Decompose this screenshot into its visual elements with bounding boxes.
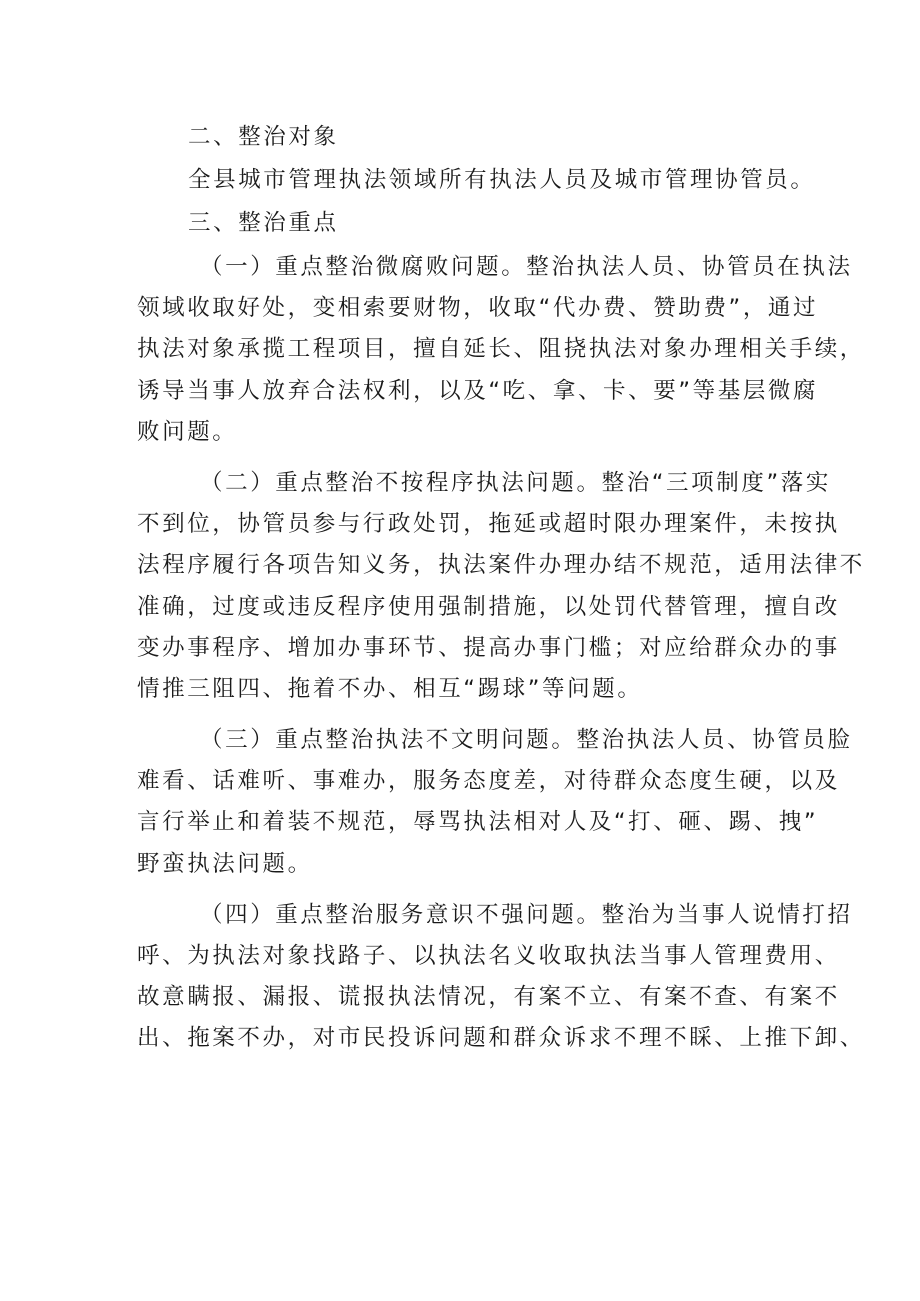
paragraph-line: 野蛮执法问题。: [137, 850, 313, 877]
section-heading-focus: 三、整治重点: [188, 210, 339, 236]
paragraph-line: 准确，过度或违反程序使用强制措施，以处罚代替管理，擅自改: [137, 593, 840, 620]
paragraph-line: 法程序履行各项告知义务，执法案件办理办结不规范，适用法律不: [137, 552, 865, 579]
paragraph-line: 言行举止和着装不规范，辱骂执法相对人及“打、砸、踢、拽”: [137, 809, 819, 836]
section-body-targets: 全县城市管理执法领域所有执法人员及城市管理协管员。: [188, 167, 816, 193]
paragraph-line: 败问题。: [137, 418, 238, 445]
paragraph-civility: [137, 720, 853, 885]
paragraph-line: 故意瞒报、漏报、谎报执法情况，有案不立、有案不查、有案不: [137, 984, 840, 1011]
document-body: [137, 116, 865, 1060]
paragraph-line: （二）重点整治不按程序执法问题。整治“三项制度”落实: [200, 469, 831, 496]
paragraph-line: 出、拖案不办，对市民投诉问题和群众诉求不理不睬、上推下卸、: [137, 1025, 865, 1052]
paragraph-service: [137, 895, 865, 1060]
paragraph-micro-corruption: [137, 247, 865, 453]
paragraph-line: （三）重点整治执法不文明问题。整治执法人员、协管员脸: [200, 727, 853, 754]
paragraph-line: （四）重点整治服务意识不强问题。整治为当事人说情打招: [200, 901, 853, 928]
paragraph-line: 变办事程序、增加办事环节、提高办事门槛；对应给群众办的事: [137, 634, 840, 661]
paragraph-procedure: [137, 463, 865, 710]
paragraph-line: 难看、话难听、事难办，服务态度差，对待群众态度生硬，以及: [137, 768, 840, 795]
paragraph-line: 呼、为执法对象找路子、以执法名义收取执法当事人管理费用、: [137, 943, 840, 969]
section-heading-targets: 二、整治对象: [188, 124, 339, 150]
paragraph-line: 不到位，协管员参与行政处罚，拖延或超时限办理案件，未按执: [137, 511, 840, 538]
paragraph-line: 执法对象承揽工程项目，擅自延长、阻挠执法对象办理相关手续，: [137, 336, 865, 363]
paragraph-line: 情推三阻四、拖着不办、相互“踢球”等问题。: [137, 675, 643, 702]
paragraph-line: （一）重点整治微腐败问题。整治执法人员、协管员在执法: [200, 254, 853, 280]
paragraph-line: 诱导当事人放弃合法权利，以及“吃、拿、卡、要”等基层微腐: [137, 377, 819, 404]
paragraph-line: 领域收取好处，变相索要财物，收取“代办费、赞助费”，通过: [137, 295, 819, 322]
